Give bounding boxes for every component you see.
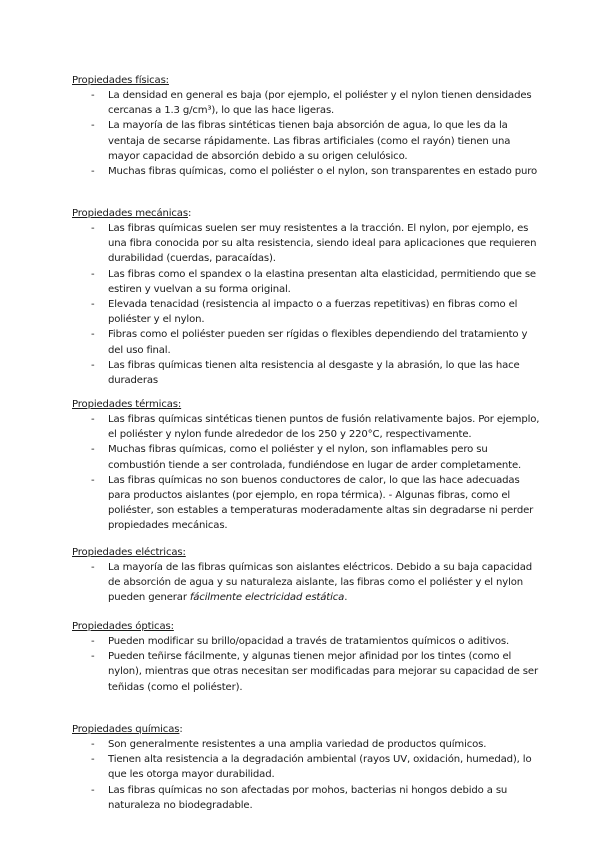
bullet-list — [72, 560, 542, 606]
dash-bullet: - — [91, 223, 95, 234]
dash-bullet: - — [91, 166, 95, 178]
list-item — [72, 737, 542, 752]
dash-bullet: - — [91, 474, 95, 486]
item-text: Son generalmente resistentes a una amplia variedad de productos químicos. — [108, 739, 487, 750]
list-item — [72, 164, 542, 179]
list-item — [72, 634, 542, 649]
section-electricas — [72, 545, 542, 606]
item-text: Muchas fibras químicas, como el poliéster y el nylon, son inflamables pero su combustión tiende a ser controlada, fundiéndose en lugar de arder completamente. — [108, 444, 522, 471]
section-quimicas — [72, 722, 542, 813]
list-item — [72, 560, 542, 606]
section-heading: Propiedades físicas: — [72, 75, 169, 86]
bullet-list — [72, 634, 542, 695]
dash-bullet: - — [91, 120, 95, 132]
list-item — [72, 88, 542, 118]
item-text: Fibras como el poliéster pueden ser rígidas o flexibles dependiendo del tratamiento y del uso final. — [108, 329, 528, 356]
list-item — [72, 267, 542, 297]
item-text: Las fibras químicas tienen alta resistencia al desgaste y la abrasión, lo que las hace duraderas — [108, 359, 520, 387]
item-text: Las fibras químicas suelen ser muy resistentes a la tracción. El nylon, por ejemplo, es una fibra conocida por su alta resistencia, siendo ideal para aplicaciones que requieren durabilidad (cuerdas, paracaídas). — [108, 223, 537, 265]
dash-bullet: - — [91, 329, 95, 341]
bullet-list — [72, 88, 542, 179]
item-text: Las fibras químicas sintéticas tienen puntos de fusión relativamente bajos. Por ejemplo, el poliéster y nylon funde alrededor de los 250 y 220°C, respectivamente. — [108, 414, 540, 441]
dash-bullet: - — [91, 359, 95, 371]
item-text: La mayoría de las fibras químicas son aislantes eléctricos. Debido a su baja capacidad de absorción de agua y su naturaleza aislante, las fibras como el poliéster y el nylon pueden generar — [108, 562, 533, 604]
list-item — [72, 783, 542, 813]
list-item — [72, 221, 542, 267]
heading-text: Propiedades mecánicas — [72, 208, 188, 219]
dash-bullet: - — [91, 90, 95, 101]
heading-colon: : — [187, 208, 192, 219]
item-text: Las fibras como el spandex o la elastina presentan alta elasticidad, permitiendo que se estiren y vuelvan a su forma original. — [108, 268, 536, 295]
dash-bullet: - — [91, 651, 95, 663]
item-text: Elevada tenacidad (resistencia al impacto o a fuerzas repetitivas) en fibras como el poliéster y el nylon. — [108, 299, 518, 326]
item-text: Pueden modificar su brillo/opacidad a través de tratamientos químicos o aditivos. — [108, 636, 510, 647]
dash-bullet: - — [91, 444, 95, 456]
item-text: Las fibras químicas no son afectadas por mohos, bacterias ni hongos debido a su naturaleza no biodegradable. — [108, 784, 508, 811]
bullet-list — [72, 737, 542, 813]
section-opticas — [72, 619, 542, 695]
section-heading: Propiedades térmicas: — [72, 399, 182, 410]
dash-bullet: - — [91, 562, 95, 573]
list-item — [72, 297, 542, 327]
item-text: Muchas fibras químicas, como el poliéster o el nylon, son transparentes en estado puro — [108, 166, 538, 178]
heading-colon: : — [179, 724, 183, 735]
section-fisicas — [72, 73, 542, 179]
bullet-list — [72, 412, 542, 534]
dash-bullet: - — [91, 299, 95, 311]
dash-bullet: - — [91, 784, 95, 796]
item-end: . — [344, 592, 348, 604]
bullet-list — [72, 221, 542, 388]
list-item — [72, 473, 542, 534]
list-item — [72, 752, 542, 782]
dash-bullet: - — [91, 636, 95, 647]
item-text: La densidad en general es baja (por ejemplo, el poliéster y el nylon tienen densidades cercanas a 1.3 g/cm³), lo que las hace ligeras. — [108, 90, 532, 117]
item-emphasis: fácilmente electricidad estática — [189, 592, 345, 604]
section-heading — [72, 722, 542, 737]
item-text: Pueden teñirse fácilmente, y algunas tienen mejor afinidad por los tintes (como el nylon), mientras que otras necesitan ser modificadas para mejorar su capacidad de ser teñidas (como el poliéster). — [108, 651, 538, 693]
section-heading — [72, 206, 542, 221]
item-text: Las fibras químicas no son buenos conductores de calor, lo que las hace adecuadas para productos aislantes (por ejemplo, en ropa térmica). - Algunas fibras, como el poliéster, son estables a temperaturas moderadamente altas sin degradarse ni perder propiedades mecánicas. — [108, 474, 534, 532]
section-mecanicas — [72, 206, 542, 388]
dash-bullet: - — [91, 739, 95, 750]
list-item — [72, 118, 542, 164]
item-text: La mayoría de las fibras sintéticas tienen baja absorción de agua, lo que les da la ventaja de secarse rápidamente. Las fibras artificiales (como el rayón) tienen una mayor capacidad de absorción debido a su origen celulósico. — [108, 120, 511, 162]
list-item — [72, 649, 542, 695]
list-item — [72, 327, 542, 357]
list-item — [72, 412, 542, 442]
dash-bullet: - — [91, 268, 95, 280]
dash-bullet: - — [91, 754, 95, 766]
heading-text: Propiedades químicas — [72, 724, 180, 735]
list-item — [72, 358, 542, 388]
dash-bullet: - — [91, 414, 95, 425]
section-termicas — [72, 397, 542, 534]
section-heading: Propiedades ópticas: — [72, 621, 174, 632]
list-item — [72, 442, 542, 472]
item-text: Tienen alta resistencia a la degradación ambiental (rayos UV, oxidación, humedad), lo que les otorga mayor durabilidad. — [108, 754, 532, 781]
section-heading: Propiedades eléctricas: — [72, 547, 186, 558]
